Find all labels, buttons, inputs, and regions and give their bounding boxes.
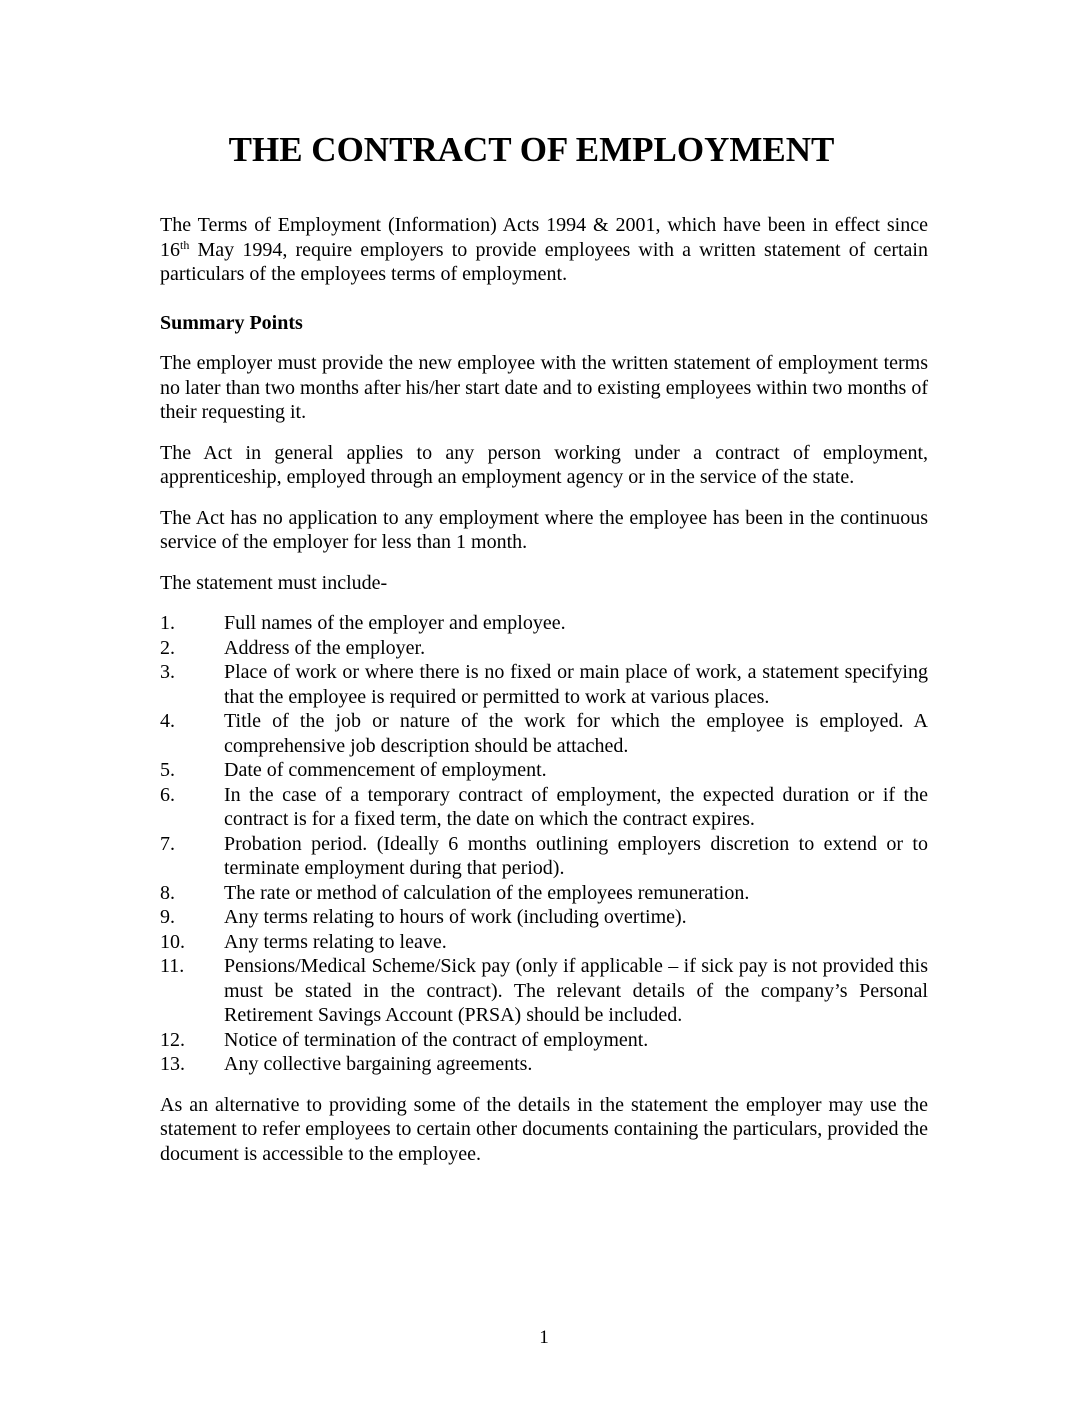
list-item-text: Notice of termination of the contract of employment. [224, 1028, 649, 1051]
list-item-number: 12. [160, 1028, 185, 1051]
list-item-number: 11. [160, 955, 185, 977]
list-item-text: Any terms relating to leave. [224, 930, 447, 953]
list-item-text: Date of commencement of employment. [224, 759, 547, 781]
list-item-text: Probation period. (Ideally 6 months outlining employers discretion to extend or to terminate employment during that period). [224, 832, 928, 879]
list-item [160, 660, 928, 709]
list-item-number: 1. [160, 612, 175, 634]
document-body [160, 213, 928, 1166]
list-item-number: 8. [160, 881, 175, 904]
intro-text-start: The Terms of Employment (Information) Acts 1994 & 2001, which have been in effect since 16 [160, 214, 928, 261]
list-item [160, 636, 928, 661]
document-title: THE CONTRACT OF EMPLOYMENT [228, 130, 835, 169]
list-item-text: In the case of a temporary contract of employment, the expected duration or if the contract is for a fixed term, the date on which the contract expires. [224, 783, 928, 830]
list-item-number: 9. [160, 906, 175, 928]
closing-paragraph: As an alternative to providing some of the details in the statement the employer may use the statement to refer employees to certain other documents containing the particulars, provided the document is accessible to the employee. [160, 1093, 928, 1165]
list-item-number: 5. [160, 759, 175, 781]
list-item-text: Any collective bargaining agreements. [224, 1053, 533, 1075]
page-number: 1 [539, 1327, 549, 1348]
list-item-number: 3. [160, 661, 175, 683]
intro-paragraph [160, 213, 928, 287]
intro-text-end: May 1994, require employers to provide employees with a written statement of certain particulars of the employees terms of employment. [160, 238, 928, 285]
list-item-number: 7. [160, 832, 175, 855]
list-item-text: Place of work or where there is no fixed or main place of work, a statement specifying that the employee is required or permitted to work at various places. [224, 661, 928, 708]
list-item-number: 4. [160, 710, 175, 732]
list-item [160, 832, 928, 881]
list-item-number: 6. [160, 783, 175, 806]
list-item-text: Address of the employer. [224, 636, 426, 659]
list-item [160, 1028, 928, 1053]
paragraph-written-statement: The employer must provide the new employee with the written statement of employment terms no later than two months after his/her start date and to existing employees within two months of their requesting it. [160, 352, 928, 423]
list-item [160, 611, 928, 636]
particulars-list [160, 611, 928, 1077]
paragraph-act-exclusion: The Act has no application to any employment where the employee has been in the continuous service of the employer for less than 1 month. [160, 506, 928, 553]
list-item [160, 783, 928, 832]
list-item-number: 13. [160, 1053, 185, 1075]
list-item [160, 1052, 928, 1077]
summary-heading: Summary Points [160, 311, 303, 334]
list-item [160, 758, 928, 783]
paragraph-statement-include: The statement must include- [160, 571, 388, 594]
list-item-text: Pensions/Medical Scheme/Sick pay (only if applicable – if sick pay is not provided this must be stated in the contract). The relevant details of the company’s Personal Retirement Savings Account (PRSA) should be included. [224, 955, 928, 1026]
list-item [160, 709, 928, 758]
list-item [160, 905, 928, 930]
list-item [160, 930, 928, 955]
list-item-text: The rate or method of calculation of the employees remuneration. [224, 881, 750, 904]
list-item [160, 881, 928, 906]
paragraph-act-applies: The Act in general applies to any person working under a contract of employment, apprenticeship, employed through an employment agency or in the service of the state. [160, 441, 928, 488]
list-item-text: Any terms relating to hours of work (including overtime). [224, 906, 687, 928]
list-item-number: 2. [160, 636, 175, 659]
ordinal-superscript: th [180, 237, 190, 252]
list-item-number: 10. [160, 930, 185, 953]
list-item-text: Title of the job or nature of the work for which the employee is employed. A comprehensive job description should be attached. [224, 710, 928, 757]
list-item [160, 954, 928, 1028]
list-item-text: Full names of the employer and employee. [224, 612, 566, 634]
